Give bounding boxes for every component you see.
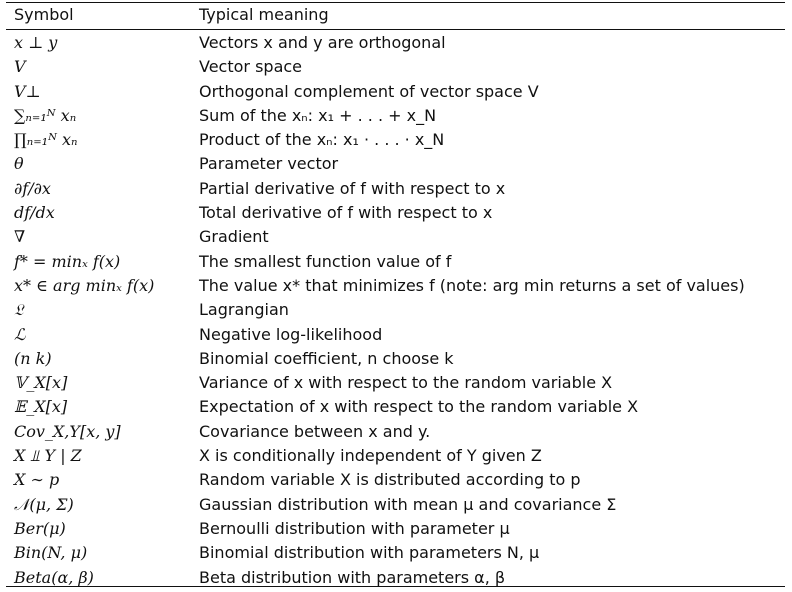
meaning-cell: Bernoulli distribution with parameter μ xyxy=(199,518,510,538)
symbol-cell: ∑ₙ₌₁ᴺ xₙ xyxy=(14,105,77,125)
symbol-cell: ∏ₙ₌₁ᴺ xₙ xyxy=(14,130,78,150)
meaning-cell: Lagrangian xyxy=(199,300,289,320)
meaning-cell: Vectors x and y are orthogonal xyxy=(199,33,446,52)
table-row xyxy=(6,129,785,153)
table-row xyxy=(6,348,785,372)
symbol-cell: θ xyxy=(14,154,24,174)
meaning-cell: The value x* that minimizes f (note: arg min returns a set of values) xyxy=(199,275,745,295)
table-row xyxy=(6,202,785,226)
symbol-cell: Cov_X,Y[x, y] xyxy=(14,421,121,441)
symbol-cell: ∂f/∂x xyxy=(14,178,51,198)
table-row xyxy=(6,226,785,250)
symbol-cell: 𝔼_X[x] xyxy=(14,397,68,417)
table-row xyxy=(6,542,785,566)
symbol-cell: x ⊥ y xyxy=(14,33,58,52)
meaning-cell: Expectation of x with respect to the random variable X xyxy=(199,397,639,417)
meaning-cell: Gradient xyxy=(199,227,269,247)
meaning-cell: Negative log-likelihood xyxy=(199,324,383,344)
symbol-cell: x* ∈ arg minₓ f(x) xyxy=(14,275,155,295)
table-row xyxy=(6,518,785,542)
table-row xyxy=(6,421,785,445)
meaning-cell: Variance of x with respect to the random variable X xyxy=(199,373,613,393)
symbol-cell: ∇ xyxy=(14,227,26,247)
header-meaning: Typical meaning xyxy=(199,5,329,24)
meaning-cell: Partial derivative of f with respect to x xyxy=(199,178,506,198)
table-row xyxy=(6,81,785,105)
header-symbol: Symbol xyxy=(14,5,74,24)
symbol-cell: df/dx xyxy=(14,203,55,223)
table-row xyxy=(6,105,785,129)
table-row xyxy=(6,178,785,202)
table-body xyxy=(6,32,785,591)
table-row xyxy=(6,299,785,323)
table-row xyxy=(6,469,785,493)
table-row xyxy=(6,445,785,469)
table-row xyxy=(6,275,785,299)
meaning-cell: X is conditionally independent of Y given Z xyxy=(199,446,542,466)
meaning-cell: Binomial distribution with parameters N, μ xyxy=(199,543,540,563)
symbol-cell: ℒ xyxy=(14,324,26,344)
meaning-cell: Binomial coefficient, n choose k xyxy=(199,348,454,368)
meaning-cell: Product of the xₙ: x₁ · . . . · x_N xyxy=(199,130,445,150)
table-row xyxy=(6,324,785,348)
meaning-cell: Total derivative of f with respect to x xyxy=(199,203,493,223)
symbol-cell: f* = minₓ f(x) xyxy=(14,251,121,271)
symbol-cell: (n k) xyxy=(14,348,52,368)
table-row xyxy=(6,494,785,518)
meaning-cell: Parameter vector xyxy=(199,154,339,174)
symbol-cell: Ber(μ) xyxy=(14,518,66,538)
meaning-cell: Covariance between x and y. xyxy=(199,421,431,441)
symbol-cell: 𝒩(μ, Σ) xyxy=(14,494,74,514)
symbol-cell: V xyxy=(14,57,26,77)
meaning-cell: Sum of the xₙ: x₁ + . . . + x_N xyxy=(199,105,437,125)
top-rule xyxy=(6,2,785,3)
meaning-cell: Gaussian distribution with mean μ and covariance Σ xyxy=(199,494,617,514)
meaning-cell: The smallest function value of f xyxy=(199,251,452,271)
symbol-cell: Bin(N, μ) xyxy=(14,543,88,563)
table-row xyxy=(6,56,785,80)
table-row xyxy=(6,153,785,177)
table-row xyxy=(6,567,785,591)
symbol-cell: X ∼ p xyxy=(14,470,60,490)
meaning-cell: Random variable X is distributed according to p xyxy=(199,470,581,490)
meaning-cell: Beta distribution with parameters α, β xyxy=(199,567,506,587)
meaning-cell: Vector space xyxy=(199,57,303,77)
table-row xyxy=(6,372,785,396)
symbol-cell: 𝔏 xyxy=(14,300,24,320)
symbol-cell: X ⫫ Y | Z xyxy=(14,446,82,466)
symbol-cell: V⊥ xyxy=(14,81,41,101)
symbol-cell: Beta(α, β) xyxy=(14,567,94,587)
bottom-rule xyxy=(6,586,785,587)
table-header xyxy=(6,5,785,27)
table-row xyxy=(6,32,785,56)
header-rule xyxy=(6,29,785,30)
table-row xyxy=(6,251,785,275)
meaning-cell: Orthogonal complement of vector space V xyxy=(199,81,539,101)
symbol-cell: 𝕍_X[x] xyxy=(14,373,68,393)
table-row xyxy=(6,396,785,420)
